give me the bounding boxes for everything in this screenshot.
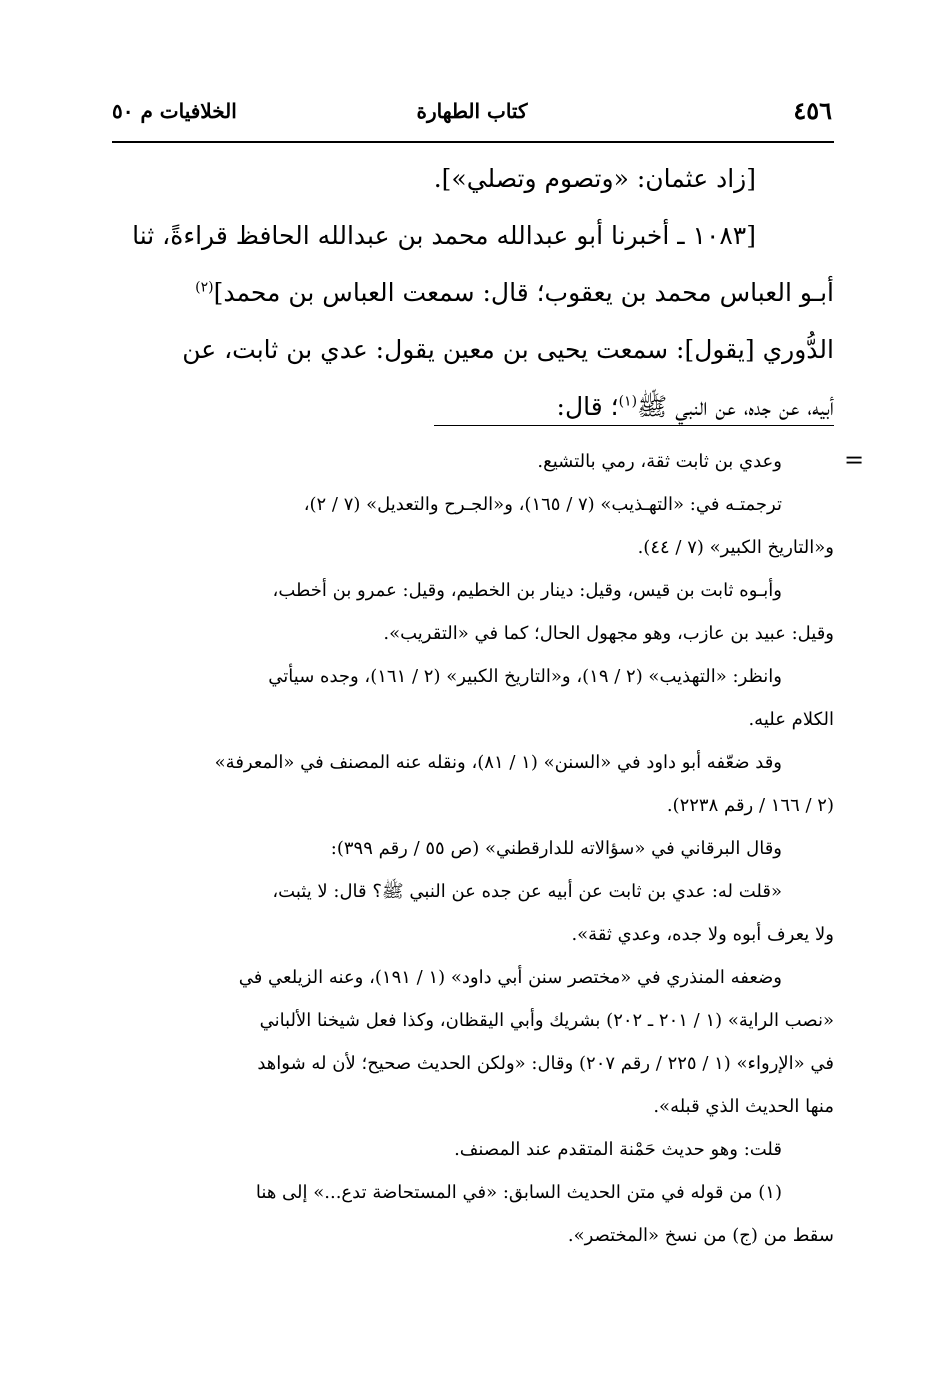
note-line: في «الإرواء» (١ / ٢٢٥ / رقم ٢٠٧) وقال: «ولكن الحديث صحيح؛ لأن له شواهد — [257, 1053, 834, 1074]
text-segment: أبيه، عن جده، عن النبي ﷺ — [637, 392, 834, 421]
text-line: [زاد عثمان: «وتصوم وتصلي»]. — [433, 164, 756, 193]
footnote-divider — [434, 425, 834, 426]
section-label: الخلافيات م ٥٠ — [112, 99, 237, 123]
footnote-ref[interactable]: (٢) — [195, 279, 214, 296]
text-segment: ؛ قال: — [556, 392, 619, 421]
text-line: [١٠٨٣ ـ أخبرنا أبو عبدالله محمد بن عبدالله الحافظ قراءةً، ثنا — [132, 221, 756, 250]
footnotes — [112, 440, 834, 1257]
note-line: وقد ضعّفه أبو داود في «السنن» (١ / ٨١)، ونقله عنه المصنف في «المعرفة» — [214, 752, 782, 773]
footnote-ref[interactable]: (١) — [618, 393, 638, 410]
note-line: «قلت له: عدي بن ثابت عن أبيه عن جده عن النبي ﷺ؟ قال: لا يثبت، — [272, 881, 782, 902]
note-line: (٢ / ١٦٦ / رقم ٢٢٣٨). — [666, 795, 834, 816]
note-line: وضعفه المنذري في «مختصر سنن أبي داود» (١ / ١٩١)، وعنه الزيلعي في — [238, 967, 782, 988]
note-line: وانظر: «التهذيب» (٢ / ١٩)، و«التاريخ الكبير» (٢ / ١٦١)، وجده سيأتي — [268, 666, 782, 687]
note-line: (١) من قوله في متن الحديث السابق: «في المستحاضة تدع...» إلى هنا — [255, 1182, 782, 1203]
text-line: الدُّوري [يقول]: سمعت يحيى بن معين يقول: عدي بن ثابت، عن — [182, 335, 834, 364]
note-line: قلت: وهو حديث حَمْنة المتقدم عند المصنف. — [454, 1139, 782, 1160]
note-line: وعدي بن ثابت ثقة، رمي بالتشيع. — [537, 451, 782, 472]
page-number: ٤٥٦ — [793, 96, 832, 125]
text-segment: أبـو العباس محمد بن يعقوب؛ قال: سمعت العباس بن محمد] — [213, 278, 834, 307]
note-line: و«التاريخ الكبير» (٧ / ٤٤). — [637, 537, 834, 558]
continuation-mark: = — [844, 446, 865, 474]
note-line: «نصب الراية» (١ / ٢٠١ ـ ٢٠٢) بشريك وأبي اليقظان، وكذا فعل شيخنا الألباني — [259, 1010, 834, 1031]
note-line: وقيل: عبيد بن عازب، وهو مجهول الحال؛ كما في «التقريب». — [383, 623, 834, 644]
note-line: منها الحديث الذي قبله». — [653, 1096, 834, 1117]
book-title: كتاب الطهارة — [416, 99, 528, 123]
text-line — [112, 378, 834, 435]
note-line: سقط من (ج) من نسخ «المختصر». — [567, 1225, 834, 1246]
page-header — [112, 96, 832, 132]
main-text — [112, 150, 834, 435]
text-line — [112, 264, 834, 321]
note-line: وأبـوه ثابت بن قيس، وقيل: دينار بن الخطيم، وقيل: عمرو بن أخطب، — [272, 580, 782, 601]
header-divider — [112, 141, 834, 143]
note-line: الكلام عليه. — [748, 709, 834, 730]
note-line: ترجمتـه في: «التهـذيب» (٧ / ١٦٥)، و«الجـرح والتعديل» (٧ / ٢)، — [303, 494, 782, 515]
note-line: وقال البرقاني في «سؤالاته للدارقطني» (ص ٥٥ / رقم ٣٩٩): — [330, 838, 782, 859]
note-line: ولا يعرف أبوه ولا جده، وعدي ثقة». — [571, 924, 834, 945]
